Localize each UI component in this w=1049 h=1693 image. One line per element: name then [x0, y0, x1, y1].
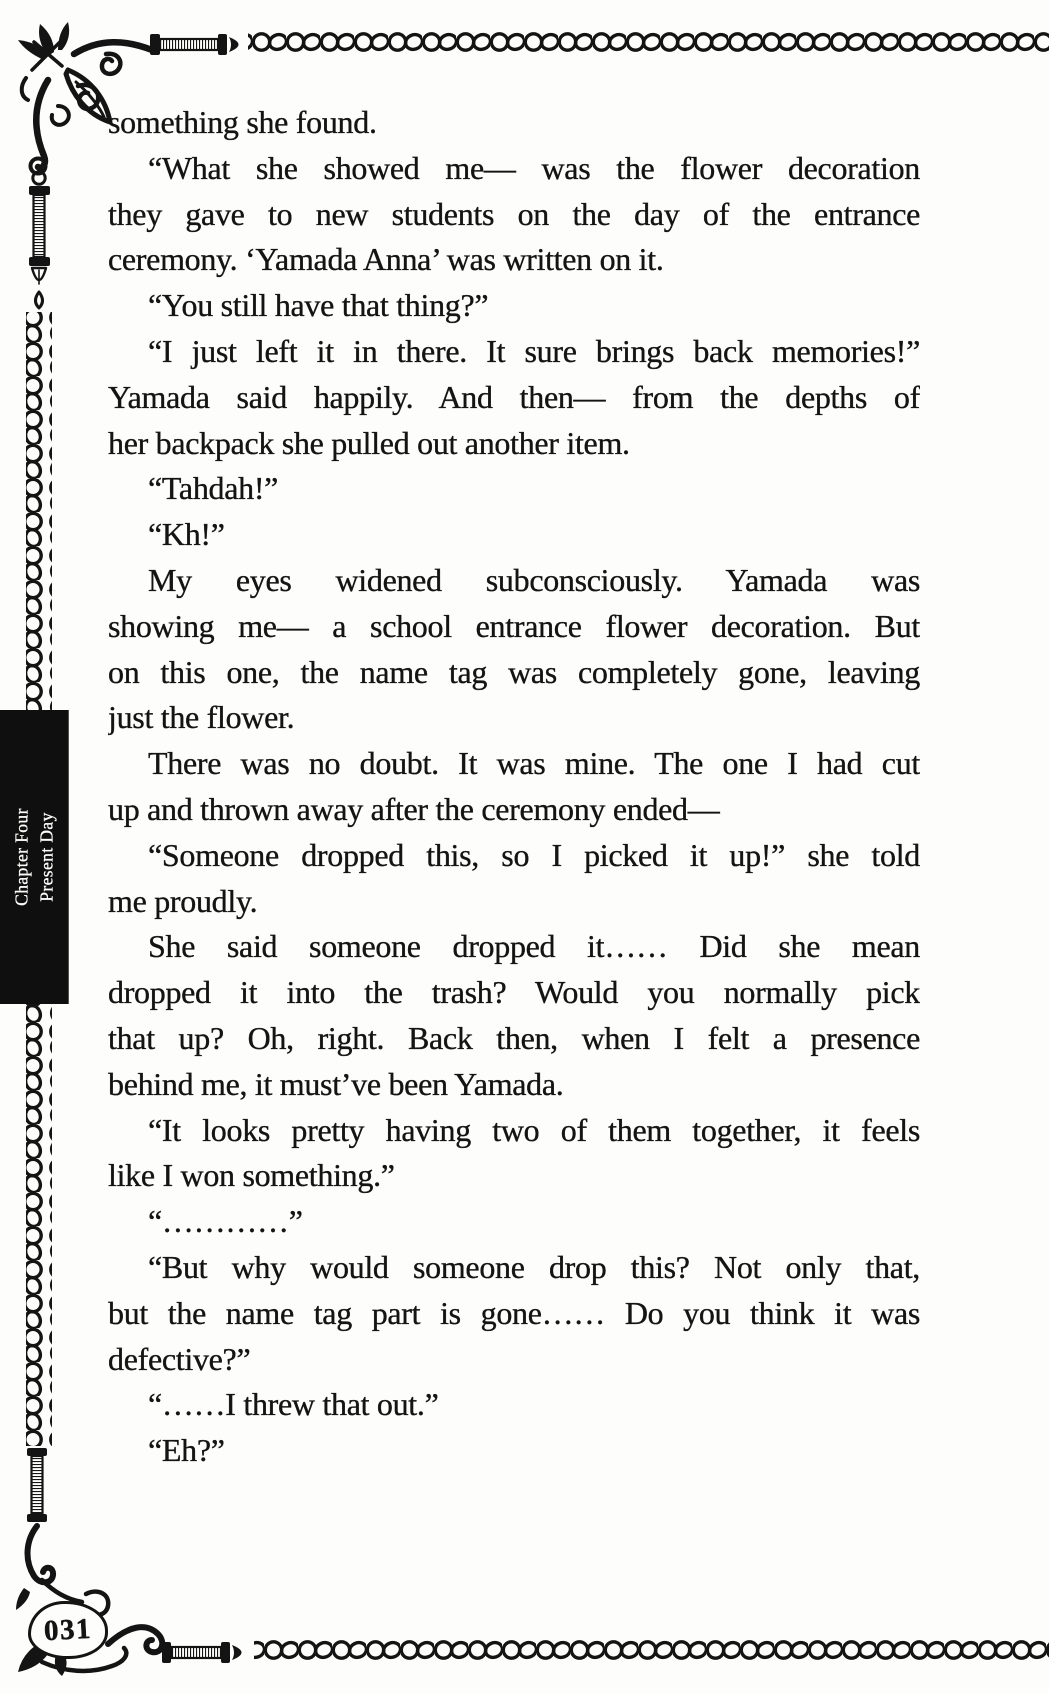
text-line: “Eh?”	[148, 1432, 225, 1469]
text-line: ceremony. ‘Yamada Anna’ was written on it.	[108, 241, 664, 278]
text-line: “…………”	[148, 1203, 303, 1240]
text-line: showing me— a school entrance flower decoration. But	[108, 607, 920, 644]
text-line: up and thrown away after the ceremony ended—	[108, 790, 720, 827]
text-line: me proudly.	[108, 882, 258, 919]
text-line: Yamada said happily. And then— from the depths of	[108, 378, 920, 415]
text-line: “But why would someone drop this? Not only that,	[148, 1248, 920, 1285]
text-line: There was no doubt. It was mine. The one I had cut	[148, 745, 920, 782]
chapter-tab-text	[10, 717, 59, 997]
text-line: “I just left it in there. It sure brings back memories!”	[148, 332, 920, 369]
text-line: “It looks pretty having two of them together, it feels	[148, 1111, 920, 1148]
text-line: My eyes widened subconsciously. Yamada was	[148, 561, 920, 598]
chapter-tab	[0, 710, 68, 1004]
text-line: they gave to new students on the day of the entrance	[108, 195, 920, 232]
text-line: “Someone dropped this, so I picked it up!” she told	[148, 836, 920, 873]
text-line: “What she showed me— was the flower decoration	[148, 149, 920, 186]
page-number: 031	[43, 1612, 93, 1647]
text-line: “……I threw that out.”	[148, 1386, 439, 1423]
text-line: She said someone dropped it…… Did she mean	[148, 928, 920, 965]
text-line: “You still have that thing?”	[148, 287, 489, 324]
text-line: on this one, the name tag was completely gone, leaving	[108, 653, 920, 690]
text-line: “Kh!”	[148, 516, 225, 553]
chapter-tab-line1: Chapter Four	[11, 808, 32, 906]
chain-border-top	[150, 29, 1049, 63]
body-text	[108, 100, 920, 1474]
chain-border-bottom	[162, 1637, 1049, 1671]
text-line: defective?”	[108, 1340, 251, 1377]
chapter-tab-line2: Present Day	[36, 812, 56, 902]
text-line: her backpack she pulled out another item.	[108, 424, 630, 461]
text-line: behind me, it must’ve been Yamada.	[108, 1065, 564, 1102]
text-line: something she found.	[108, 104, 377, 140]
page-number-badge	[28, 1601, 108, 1659]
text-line: dropped it into the trash? Would you normally pick	[108, 974, 920, 1011]
text-line: “Tahdah!”	[148, 470, 279, 507]
text-line: but the name tag part is gone…… Do you think it was	[108, 1294, 920, 1331]
text-line: that up? Oh, right. Back then, when I felt a presence	[108, 1019, 920, 1056]
text-line: like I won something.”	[108, 1157, 395, 1194]
text-line: just the flower.	[108, 699, 295, 736]
